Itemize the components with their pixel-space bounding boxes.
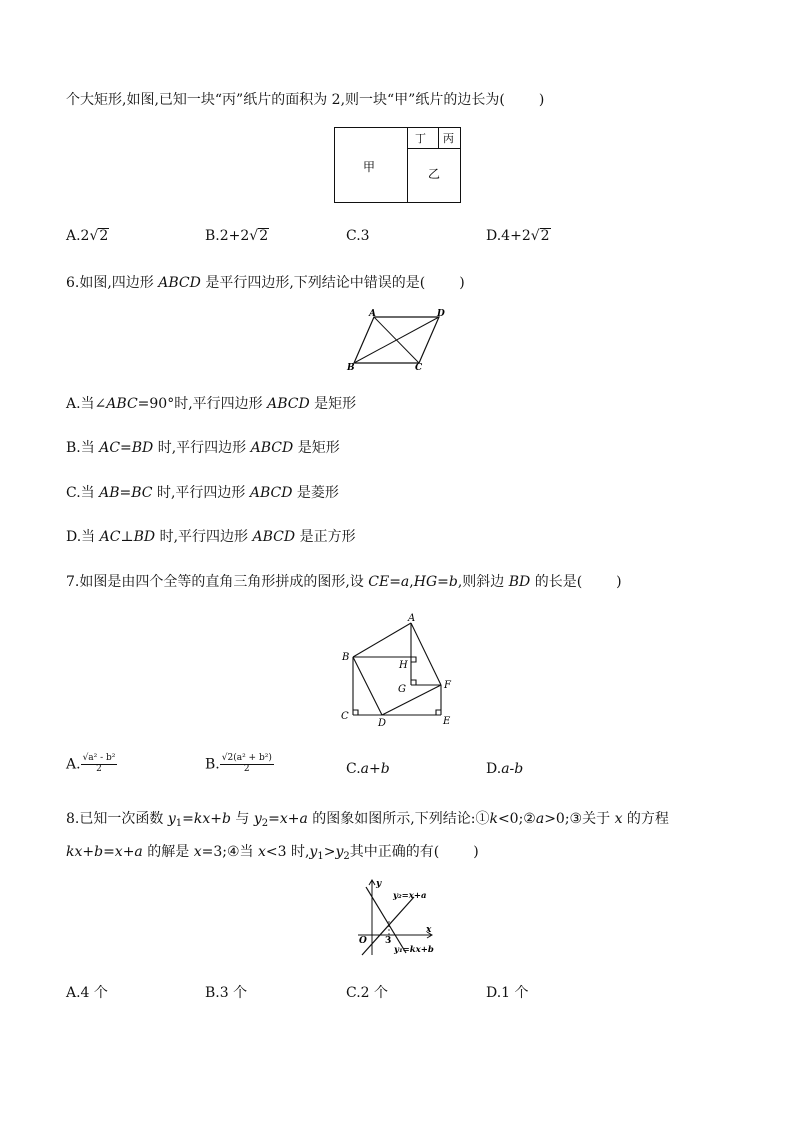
q6-option-b[interactable]: B.当 AC=BD 时,平行四边形 ABCD 是矩形	[66, 440, 340, 456]
origin-label: O	[359, 936, 367, 946]
q6-option-a[interactable]: A.当∠ABC=90°时,平行四边形 ABCD 是矩形	[66, 396, 357, 412]
point-e: E	[443, 716, 451, 727]
point-h: H	[399, 660, 408, 671]
vertex-a: A	[369, 309, 376, 319]
q8-stem-line1: 8.已知一次函数 $y_1=kx+b$ 与 $y_2=x+a$ 的图象如图所示,下列结论:①k<0;②a>0;③关于 x 的方程	[66, 811, 669, 829]
q7-option-b[interactable]: B. $\frac{\text{√2(a² + b²)}}{2}$	[205, 753, 272, 774]
label-jia: 甲	[363, 160, 376, 174]
q7-option-a[interactable]: A. $\frac{\text{√a² - b²}}{2}$	[66, 753, 116, 774]
label-bing: 丙	[443, 132, 454, 145]
q7-right-triangles-figure	[336, 612, 460, 730]
point-b: B	[342, 652, 350, 663]
point-a: A	[408, 613, 416, 624]
q8-option-d[interactable]: D.1 个	[486, 985, 529, 1001]
q5-option-c[interactable]: C.3	[346, 228, 370, 244]
line-y2-label: y₂=x+a	[393, 891, 427, 901]
q6-option-c[interactable]: C.当 AB=BC 时,平行四边形 ABCD 是菱形	[66, 485, 339, 501]
point-g: G	[398, 684, 406, 695]
q5-option-b[interactable]: B.2+2√2	[205, 228, 269, 244]
q7-stem: 7.如图是由四个全等的直角三角形拼成的图形,设 CE=a,HG=b,则斜边 BD 的长是( )	[66, 574, 622, 590]
q5-rectangle-figure	[334, 127, 461, 203]
point-f: F	[444, 680, 451, 691]
point-d: D	[378, 718, 387, 729]
label-ding: 丁	[415, 132, 426, 145]
line-y1-label: y₁=kx+b	[394, 945, 434, 955]
point-c: C	[341, 711, 349, 722]
vertex-b: B	[347, 363, 355, 373]
q6-option-d[interactable]: D.当 AC⊥BD 时,平行四边形 ABCD 是正方形	[66, 529, 356, 545]
axis-x-label: x	[426, 925, 432, 935]
q7-option-d[interactable]: D.a-b	[486, 761, 524, 777]
q8-option-b[interactable]: B.3 个	[205, 985, 248, 1001]
label-yi: 乙	[428, 167, 441, 181]
q8-option-c[interactable]: C.2 个	[346, 985, 389, 1001]
q6-parallelogram-figure	[344, 307, 454, 373]
q8-linear-functions-graph	[352, 877, 444, 959]
q8-stem-line2: kx+b=x+a 的解是 x=3;④当 x<3 时$,y_1>y_2$其中正确的有( )	[66, 844, 479, 862]
q5-option-a[interactable]: A.2√2	[66, 228, 109, 244]
q5-stem: 个大矩形,如图,已知一块“丙”纸片的面积为 2,则一块“甲”纸片的边长为( )	[66, 92, 545, 108]
q6-stem: 6.如图,四边形 ABCD 是平行四边形,下列结论中错误的是( )	[66, 275, 465, 291]
q5-option-d[interactable]: D.4+2√2	[486, 228, 550, 244]
vertex-c: C	[415, 363, 423, 373]
vertex-d: D	[437, 309, 445, 319]
tick-three: 3	[385, 936, 392, 946]
q7-option-c[interactable]: C.a+b	[346, 761, 390, 777]
axis-y-label: y	[376, 879, 382, 889]
q8-option-a[interactable]: A.4 个	[66, 985, 108, 1001]
